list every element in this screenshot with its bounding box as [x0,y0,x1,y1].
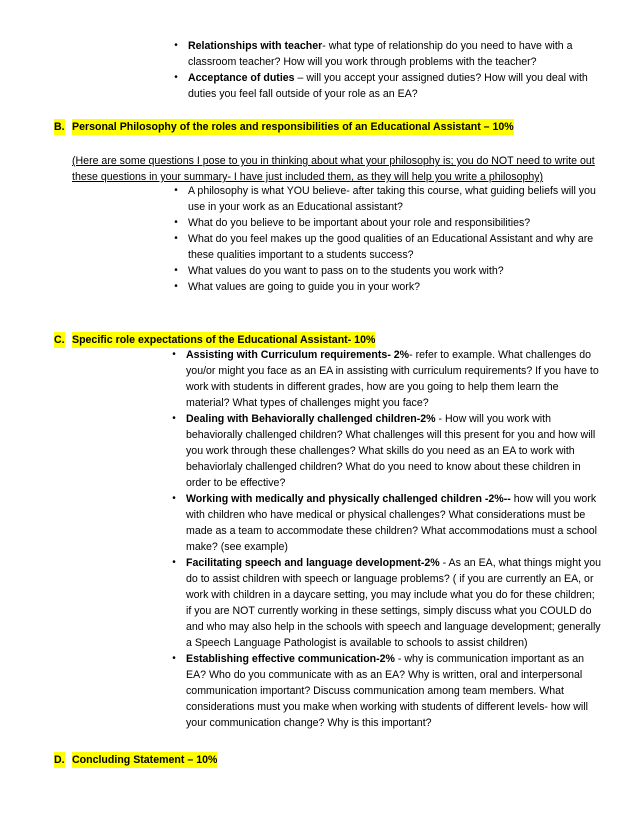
top-bullet-list [174,38,588,102]
item-bold-label: Relationships with teacher [188,40,323,52]
item-bold-label: Assisting with Curriculum requirements- 2% [186,349,410,361]
item-text: - why is communication important as an EA? Who do you communicate with as an EA? Why is written, oral and interpersonal communication important? Discuss communication among team members. What considerations must you make when working with students of different levels- how will your communication change? Why is this important? [186,653,588,729]
item-text: What do you believe to be important about your role and responsibilities? [188,217,531,229]
bullet-icon: • [174,217,178,228]
item-bold-label: Acceptance of duties [188,72,295,84]
bullet-icon: • [172,557,176,568]
section-title: Specific role expectations of the Educational Assistant- 10% [72,334,376,346]
list-item [172,651,602,731]
item-text: - refer to example. What challenges do you/or might you face as an EA in assisting with curriculum requirements? If you have to work with students in different grades, how are you going to help them learn the material? What types of challenges might you face? [186,349,599,409]
item-bold-label: Facilitating speech and language development-2% [186,557,440,569]
section-b-intro: (Here are some questions I pose to you in thinking about what your philosophy is; you do NOT need to write out these questions in your summary- I have just included them, as they will help you write a philosophy) [72,155,595,183]
section-title: Personal Philosophy of the roles and responsibilities of an Educational Assistant – 10% [72,121,514,133]
bullet-icon: • [174,185,178,196]
list-item [174,38,588,70]
bullet-icon: • [174,40,178,51]
bullet-icon: • [172,653,176,664]
bullet-icon: • [174,72,178,83]
list-item [174,279,598,295]
item-bold-label: Establishing effective communication-2% [186,653,395,665]
bullet-icon: • [174,233,178,244]
item-text: - what type of relationship do you need to have with a classroom teacher? How will you work through problems with the teacher? [188,40,573,68]
item-text: - As an EA, what things might you do to assist children with speech or language problems? ( if you are currently an EA, or work with children in a daycare setting, you may include what you do for these children; if you are NOT currently working in these settings, simply discuss what you COULD do and who may also help in the schools with speech and language development; generally a Speech Language Pathologist is available to schools to assist children) [186,557,602,649]
list-item [174,231,598,263]
item-text: What do you feel makes up the good qualities of an Educational Assistant and why are these qualities important to a students success? [188,233,594,261]
item-text: What values do you want to pass on to the students you work with? [188,265,504,277]
list-item [174,263,598,279]
item-bold-label: Working with medically and physically challenged children -2%-- [186,493,511,505]
bullet-icon: • [172,493,176,504]
section-letter: D. [54,754,65,766]
item-text: What values are going to guide you in your work? [188,281,421,293]
bullet-icon: • [172,349,176,360]
list-item [172,347,602,411]
section-c-list [172,347,602,731]
item-text: A philosophy is what YOU believe- after taking this course, what guiding beliefs will you use in your work as an Educational assistant? [188,185,596,213]
list-item [174,215,598,231]
section-b-list [174,183,598,295]
item-text: - How will you work with behaviorally challenged children? What challenges will this present for you and how will you work through these challenges? What skills do you need as an EA to work with behaviorlaly challenged children? What do you need to know about these children in order to be effective? [186,413,596,489]
list-item [172,491,602,555]
bullet-icon: • [174,265,178,276]
list-item [174,70,588,102]
list-item [174,183,598,215]
bullet-icon: • [172,413,176,424]
section-letter: C. [54,334,65,346]
list-item [172,555,602,651]
item-bold-label: Dealing with Behaviorally challenged children-2% [186,413,436,425]
section-letter: B. [54,121,65,133]
section-title: Concluding Statement – 10% [72,754,218,766]
item-text: how will you work with children who have medical or physical challenges? What considerations must be made as a team to accommodate these children? What accommodations must a school make? (see example) [186,493,598,553]
item-text: – will you accept your assigned duties? How will you deal with duties you feel fall outside of your role as an EA? [188,72,588,100]
list-item [172,411,602,491]
bullet-icon: • [174,281,178,292]
